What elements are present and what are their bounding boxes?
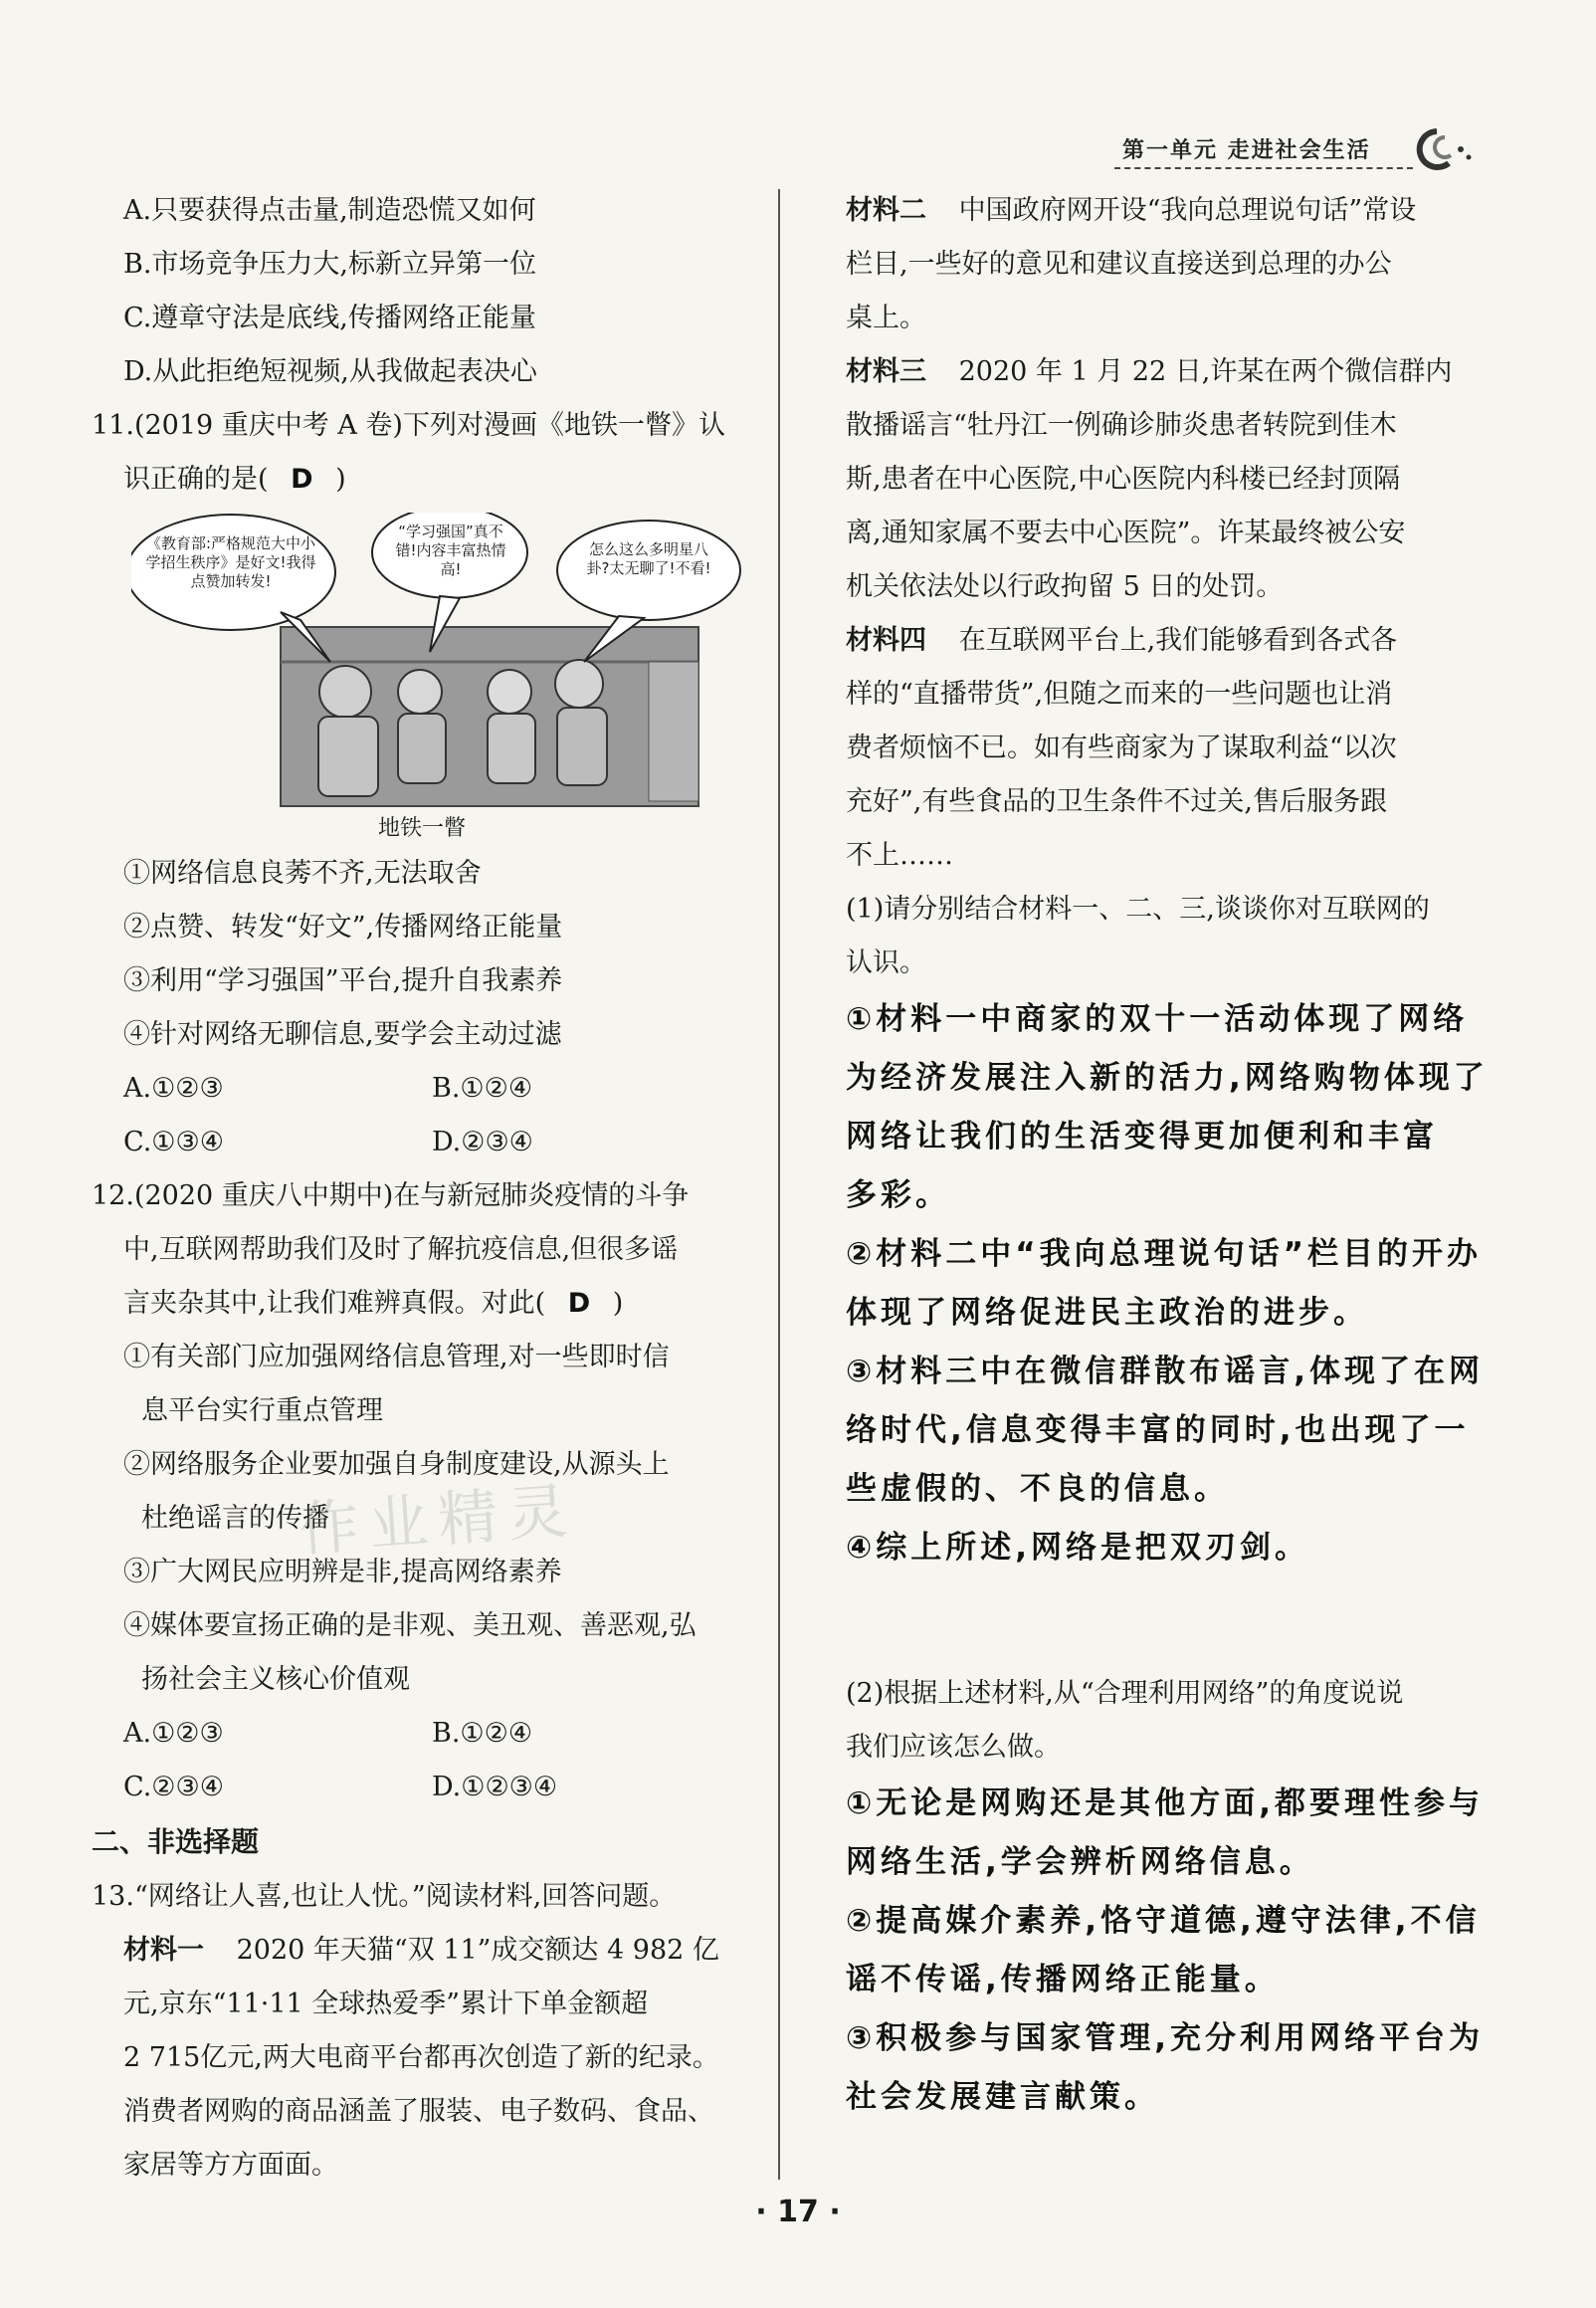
- material-4-label: 材料四: [846, 625, 926, 656]
- material-2-line: 栏目,一些好的意见和建议直接送到总理的办公: [846, 249, 1392, 280]
- question-stem: 11.(2019 重庆中考 A 卷)下列对漫画《地铁一瞥》认: [92, 410, 725, 441]
- stem-text: 识正确的是(: [123, 464, 269, 495]
- subquestion-1: (1)请分别结合材料一、二、三,谈谈你对互联网的: [846, 894, 1430, 925]
- handwritten-line: ①无论是网购还是其他方面,都要理性参与: [846, 1785, 1485, 1821]
- question-stem-cont: [92, 453, 768, 507]
- running-header: [1114, 123, 1493, 173]
- speech-bubble-2: “学习强国”真不错!内容丰富热情高!: [395, 523, 506, 578]
- handwritten-line: ③材料三中在微信群散布谣言,体现了在网: [846, 1354, 1485, 1389]
- statement-cont: 扬社会主义核心价值观: [141, 1664, 410, 1695]
- statement: ③广大网民应明辨是非,提高网络素养: [123, 1557, 562, 1587]
- handwritten-line: 为经济发展注入新的活力,网络购物体现了: [846, 1060, 1489, 1096]
- handwritten-answer: D: [291, 464, 313, 495]
- choice-c: C.①③④: [123, 1127, 224, 1157]
- choice-c: C.②③④: [123, 1772, 224, 1802]
- handwritten-line: 网络让我们的生活变得更加便利和丰富: [846, 1119, 1438, 1154]
- handwritten-line: 社会发展建言献策。: [846, 2079, 1159, 2115]
- handwritten-line: 网络生活,学会辨析网络信息。: [846, 1844, 1314, 1880]
- speech-bubble-3: 怎么这么多明星八卦?太无聊了!不看!: [586, 540, 711, 577]
- subquestion-1-cont: 认识。: [846, 947, 926, 978]
- column-divider: [778, 189, 780, 2180]
- subway-cartoon: [131, 513, 748, 841]
- handwritten-line: ①材料一中商家的双十一活动体现了网络: [846, 1001, 1469, 1037]
- option-line: C.遵章守法是底线,传播网络正能量: [123, 303, 536, 333]
- question-stem-cont: 中,互联网帮助我们及时了解抗疫信息,但很多谣: [123, 1234, 679, 1265]
- stem-text: 言夹杂其中,让我们难辨真假。对此(: [123, 1288, 546, 1319]
- page-number: · 17 ·: [755, 2195, 841, 2229]
- material-2-line: [846, 184, 1473, 238]
- material-3-line: 散播谣言“牡丹江一例确诊肺炎患者转院到佳木: [846, 410, 1397, 441]
- statement: ④针对网络无聊信息,要学会主动过滤: [123, 1019, 562, 1050]
- handwritten-line: 多彩。: [846, 1177, 950, 1213]
- stem-close: ): [612, 1288, 624, 1319]
- unit-title: 第一单元 走进社会生活: [1122, 137, 1371, 163]
- choice-a: A.①②③: [123, 1073, 224, 1104]
- statement-cont: 杜绝谣言的传播: [141, 1503, 329, 1534]
- material-1-line: [92, 1924, 768, 1978]
- material-4-line: 样的“直播带货”,但随之而来的一些问题也让消: [846, 679, 1393, 710]
- q11-choices: [123, 1062, 768, 1116]
- speech-bubble-1: 《教育部:严格规范大中小学招生秩序》是好文!我得点赞加转发!: [145, 534, 316, 590]
- cartoon-caption: 地铁一瞥: [378, 816, 467, 841]
- section-heading: 二、非选择题: [92, 1825, 260, 1858]
- choice-b: B.①②④: [432, 1073, 533, 1104]
- blank-space: [846, 1577, 1473, 1667]
- handwritten-line: ④综上所述,网络是把双刃剑。: [846, 1530, 1310, 1566]
- material-1-line: 元,京东“11·11 全球热爱季”累计下单金额超: [123, 1989, 649, 2019]
- statement-cont: 息平台实行重点管理: [141, 1395, 383, 1426]
- question-13: [92, 1870, 768, 2193]
- answer-2: [846, 1775, 1485, 2127]
- left-column: [92, 184, 768, 2193]
- statement: ②点赞、转发“好文”,传播网络正能量: [123, 912, 563, 943]
- choice-d: D.①②③④: [432, 1772, 558, 1802]
- handwritten-line: 谣不传谣,传播网络正能量。: [846, 1962, 1280, 1997]
- material-1-label: 材料一: [123, 1935, 204, 1966]
- subquestion-2-cont: 我们应该怎么做。: [846, 1732, 1061, 1763]
- question-stem-cont: [92, 1277, 768, 1331]
- choice-a: A.①②③: [123, 1718, 224, 1749]
- statement: ①有关部门应加强网络信息管理,对一些即时信: [123, 1342, 670, 1372]
- question-stem: 13.“网络让人喜,也让人忧。”阅读材料,回答问题。: [92, 1881, 677, 1912]
- material-1-line: 2 715亿元,两大电商平台都再次创造了新的纪录。: [123, 2042, 719, 2073]
- material-4-line: 不上……: [846, 840, 953, 871]
- material-3-line: [846, 345, 1473, 399]
- material-4-line: [846, 614, 1473, 668]
- handwritten-line: ③积极参与国家管理,充分利用网络平台为: [846, 2020, 1485, 2056]
- right-column: [846, 184, 1489, 2127]
- material-3-text: 2020 年 1 月 22 日,许某在两个微信群内: [958, 356, 1453, 387]
- answer-1: [846, 990, 1489, 1577]
- material-3-line: 斯,患者在中心医院,中心医院内科楼已经封顶隔: [846, 464, 1401, 495]
- choice-b: B.①②④: [432, 1718, 533, 1749]
- stem-close: ): [335, 464, 346, 495]
- q11-choices: [123, 1116, 768, 1169]
- material-4-text: 在互联网平台上,我们能够看到各式各: [958, 625, 1398, 656]
- material-2-label: 材料二: [846, 195, 926, 226]
- q12-choices: [123, 1707, 768, 1761]
- header-logo-icon: [1397, 123, 1477, 173]
- material-4-line: 充好”,有些食品的卫生条件不过关,售后服务跟: [846, 786, 1387, 817]
- material-3-line: 离,通知家属不要去中心医院”。许某最终被公安: [846, 518, 1406, 548]
- handwritten-line: ②提高媒介素养,恪守道德,遵守法律,不信: [846, 1903, 1481, 1939]
- q12-choices: [123, 1761, 768, 1814]
- material-2-line: 桌上。: [846, 303, 926, 333]
- q10-options: [92, 184, 768, 399]
- header-rule: [1114, 167, 1413, 169]
- question-11: [92, 399, 768, 1169]
- material-4-line: 费者烦恼不已。如有些商家为了谋取利益“以次: [846, 733, 1397, 763]
- handwritten-line: 络时代,信息变得丰富的同时,也出现了一: [846, 1412, 1470, 1448]
- handwritten-line: 些虚假的、不良的信息。: [846, 1471, 1229, 1507]
- handwritten-line: ②材料二中“我向总理说句话”栏目的开办: [846, 1236, 1482, 1272]
- handwritten-line: 体现了网络促进民主政治的进步。: [846, 1295, 1368, 1331]
- material-1-text: 2020 年天猫“双 11”成交额达 4 982 亿: [236, 1935, 719, 1966]
- cartoon-illustration: [131, 513, 748, 811]
- q11-statements: [92, 847, 768, 1169]
- handwritten-answer: D: [567, 1288, 591, 1319]
- option-line: A.只要获得点击量,制造恐慌又如何: [123, 195, 536, 226]
- material-1-line: 家居等方方面面。: [123, 2150, 338, 2181]
- q12-statements: [92, 1331, 768, 1814]
- question-stem: 12.(2020 重庆八中期中)在与新冠肺炎疫情的斗争: [92, 1180, 690, 1211]
- material-2-text: 中国政府网开设“我向总理说句话”常设: [958, 195, 1417, 226]
- material-3-line: 机关依法处以行政拘留 5 日的处罚。: [846, 571, 1284, 602]
- subquestion-2: (2)根据上述材料,从“合理利用网络”的角度说说: [846, 1678, 1404, 1709]
- option-line: B.市场竞争压力大,标新立异第一位: [123, 249, 537, 280]
- statement: ①网络信息良莠不齐,无法取舍: [123, 858, 482, 889]
- watermark: 作业精灵: [297, 1476, 580, 1566]
- statement: ④媒体要宣扬正确的是非观、美丑观、善恶观,弘: [123, 1610, 697, 1641]
- material-1-line: 消费者网购的商品涵盖了服装、电子数码、食品、: [123, 2096, 714, 2127]
- choice-d: D.②③④: [432, 1127, 533, 1157]
- statement: ③利用“学习强国”平台,提升自我素养: [123, 965, 563, 996]
- material-3-label: 材料三: [846, 356, 926, 387]
- option-line: D.从此拒绝短视频,从我做起表决心: [123, 356, 537, 387]
- statement: ②网络服务企业要加强自身制度建设,从源头上: [123, 1449, 670, 1480]
